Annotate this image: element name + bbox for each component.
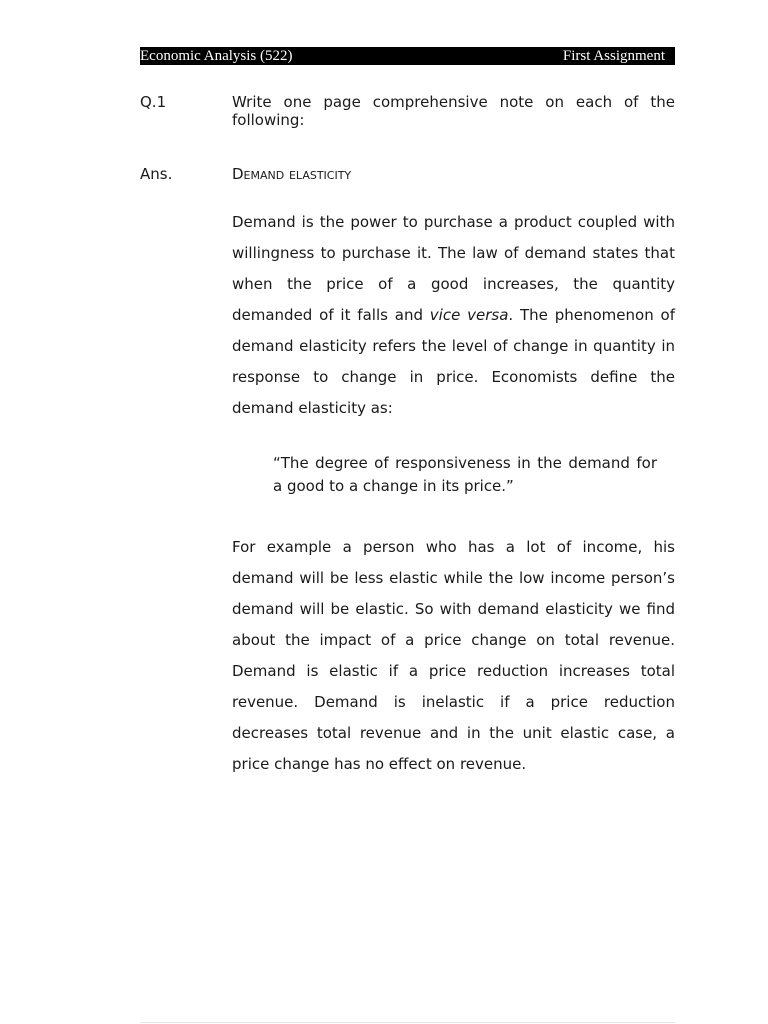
assignment-title: First Assignment [562,48,665,64]
para1-text-b: . The phenomenon of demand elasticity refers the level of change in quantity in response to change in price. Economists define the demand elasticity as: [232,306,675,417]
answer-paragraph-2: For example a person who has a lot of income, his demand will be less elastic while the low income person’s demand will be elastic. So with demand elasticity we find about the impact of a price change on total revenue. Demand is elastic if a price reduction increases total revenue. Demand is inelastic if a price reduction decreases total revenue and in the unit elastic case, a price change has no effect on revenue. [232,538,675,773]
para1-text-a: Demand is the power to purchase a product coupled with willingness to purchase it. The law of demand states that when the price of a good increases, the quantity demanded of it falls and [232,213,675,324]
definition-quote: “The degree of responsiveness in the demand for a good to a change in its price.” [273,454,657,495]
answer-paragraph-1 [232,207,675,424]
page-header [140,47,675,65]
para1-italic: vice versa [429,306,509,324]
footer-rule [140,1022,675,1023]
answer-label: Ans. [140,165,173,183]
question-text: Write one page comprehensive note on each of the following: [232,93,675,129]
question-label: Q.1 [140,93,167,111]
course-title: Economic Analysis (522) [140,48,293,64]
answer-heading: Demand elasticity [232,165,352,183]
